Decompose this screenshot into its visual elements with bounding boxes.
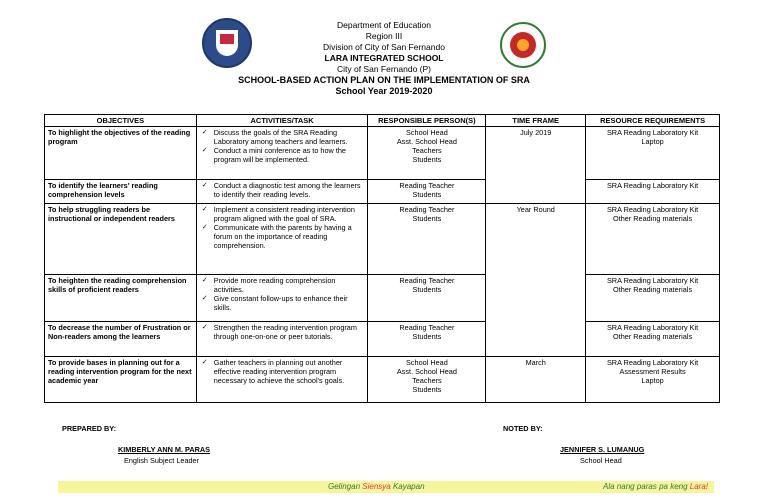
- activities-cell: [196, 204, 368, 275]
- prepared-by-name: KIMBERLY ANN M. PARAS: [118, 445, 211, 454]
- resources-cell: SRA Reading Laboratory Kit Other Reading materials: [586, 204, 720, 275]
- table-row: [45, 204, 720, 275]
- objective-cell: To help struggling readers be instructional or independent readers: [45, 204, 197, 275]
- prepared-by-label: PREPARED BY:: [62, 424, 117, 433]
- responsible-cell: Reading Teacher Students: [368, 275, 486, 322]
- school-year: School Year 2019-2020: [335, 86, 433, 96]
- action-plan-table: [44, 114, 720, 403]
- division-line: Division of City of San Fernando: [323, 42, 445, 52]
- activities-cell: [196, 322, 368, 357]
- header-responsible: RESPONSIBLE PERSON(S): [368, 115, 486, 127]
- document-header: [0, 20, 768, 97]
- footer-band: [58, 481, 714, 493]
- table-row: [45, 357, 720, 403]
- table-row: [45, 127, 720, 180]
- activity-item: ✓ Give constant follow-ups to enhance their skills.: [200, 294, 365, 312]
- timeframe-cell: Year Round: [486, 204, 586, 357]
- noted-by-title: School Head: [580, 456, 622, 465]
- objective-cell: To highlight the objectives of the reading program: [45, 127, 197, 180]
- activities-cell: [196, 127, 368, 180]
- objective-cell: To provide bases in planning out for a reading intervention program for the next academic year: [45, 357, 197, 403]
- region-line: Region III: [365, 31, 403, 41]
- activity-item: ✓ Implement a consistent reading intervention program aligned with the goal of SRA.: [200, 205, 365, 223]
- resources-cell: SRA Reading Laboratory Kit: [586, 180, 720, 204]
- objective-cell: To identify the learners' reading comprehension levels: [45, 180, 197, 204]
- activity-item: ✓ Communicate with the parents by having a forum on the importance of reading comprehension.: [200, 223, 365, 250]
- footer-slogan-left: Gelingan Siensya Kayapan: [328, 482, 425, 491]
- resources-cell: SRA Reading Laboratory Kit Laptop: [586, 127, 720, 180]
- footer-slogan-right: Ala nang paras pa keng Lara!: [603, 482, 708, 491]
- responsible-cell: Reading Teacher Students: [368, 204, 486, 275]
- header-objectives: OBJECTIVES: [45, 115, 197, 127]
- table-row: [45, 322, 720, 357]
- resources-cell: SRA Reading Laboratory Kit Assessment Results Laptop: [586, 357, 720, 403]
- timeframe-cell: March: [486, 357, 586, 403]
- header-resources: RESOURCE REQUIREMENTS: [586, 115, 720, 127]
- department-line: Department of Education: [336, 20, 432, 30]
- resources-cell: SRA Reading Laboratory Kit Other Reading materials: [586, 322, 720, 357]
- activities-cell: [196, 275, 368, 322]
- document-title: SCHOOL-BASED ACTION PLAN ON THE IMPLEMENTATION OF SRA: [238, 75, 530, 85]
- noted-by-label: NOTED BY:: [503, 424, 543, 433]
- activity-item: ✓ Gather teachers in planning out another effective reading intervention program necessary to achieve the school's goals.: [200, 358, 365, 385]
- responsible-cell: School Head Asst. School Head Teachers Students: [368, 357, 486, 403]
- objective-cell: To heighten the reading comprehension skills of proficient readers: [45, 275, 197, 322]
- header-activities: ACTIVITIES/TASK: [196, 115, 368, 127]
- header-time-frame: TIME FRAME: [486, 115, 586, 127]
- prepared-by-title: English Subject Leader: [124, 456, 200, 465]
- noted-by-name: JENNIFER S. LUMANUG: [560, 445, 645, 454]
- city-line: City of San Fernando (P): [336, 64, 431, 74]
- activity-item: ✓ Strengthen the reading intervention program through one-on-one or peer tutorials.: [200, 323, 365, 341]
- responsible-cell: Reading Teacher Students: [368, 322, 486, 357]
- timeframe-cell: July 2019: [486, 127, 586, 204]
- responsible-cell: School Head Asst. School Head Teachers Students: [368, 127, 486, 180]
- resources-cell: SRA Reading Laboratory Kit Other Reading materials: [586, 275, 720, 322]
- responsible-cell: Reading Teacher Students: [368, 180, 486, 204]
- school-name: LARA INTEGRATED SCHOOL: [324, 53, 444, 63]
- table-header-row: [45, 115, 720, 127]
- table-row: [45, 275, 720, 322]
- activities-cell: [196, 357, 368, 403]
- activity-item: ✓ Conduct a diagnostic test among the learners to identify their reading levels.: [200, 181, 365, 199]
- activity-item: ✓ Provide more reading comprehension activities.: [200, 276, 365, 294]
- activities-cell: [196, 180, 368, 204]
- table-row: [45, 180, 720, 204]
- objective-cell: To decrease the number of Frustration or Non-readers among the learners: [45, 322, 197, 357]
- activity-item: ✓ Conduct a mini conference as to how the program will be implemented.: [200, 146, 365, 164]
- activity-item: ✓ Discuss the goals of the SRA Reading Laboratory among teachers and learners.: [200, 128, 365, 146]
